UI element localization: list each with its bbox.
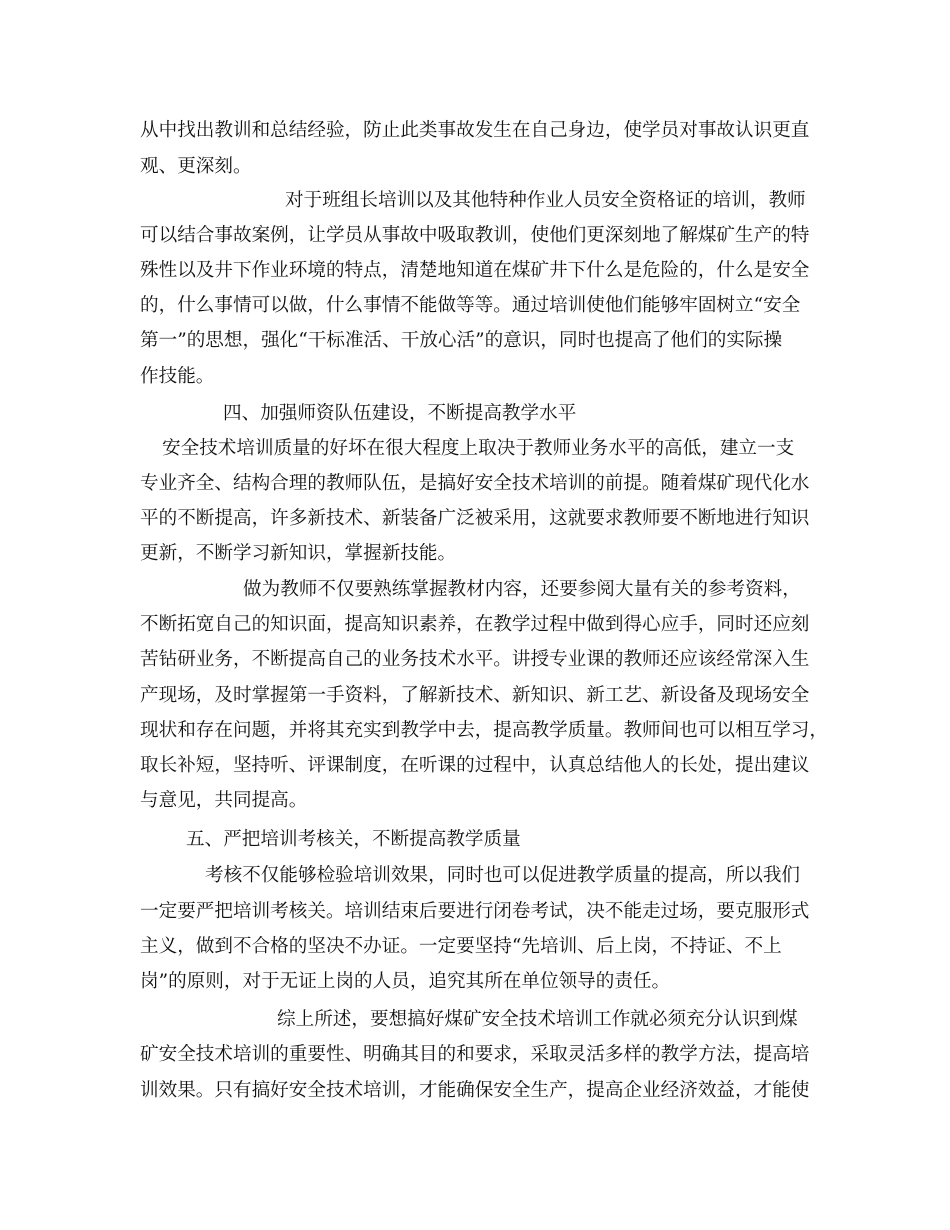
- text-line: 苦钻研业务，不断提高自己的业务技术水平。讲授专业课的教师还应该经常深入生: [140, 649, 810, 670]
- text-line: 考核不仅能够检验培训效果，同时也可以促进教学质量的提高，所以我们: [205, 865, 801, 886]
- text-line: 主义，做到不合格的坚决不办证。一定要坚持“先培训、后上岗，不持证、不上: [140, 936, 782, 957]
- text-line: 平的不断提高，许多新技术、新装备广泛被采用，这就要求教师要不断地进行知识: [140, 508, 810, 529]
- text-line: 一定要严把培训考核关。培训结束后要进行闭卷考试，决不能走过场，要克服形式: [140, 901, 810, 922]
- text-line: 矿安全技术培训的重要性、明确其目的和要求，采取灵活多样的教学方法，提高培: [140, 1044, 810, 1065]
- text-line: 专业齐全、结构合理的教师队伍，是搞好安全技术培训的前提。随着煤矿现代化水: [140, 473, 810, 494]
- text-line: 安全技术培训质量的好坏在很大程度上取决于教师业务水平的高低，建立一支: [162, 438, 795, 459]
- section-heading: 四、加强师资队伍建设，不断提高教学水平: [223, 403, 577, 424]
- text-line: 产现场，及时掌握第一手资料，了解新技术、新知识、新工艺、新设备及现场安全: [140, 685, 810, 706]
- text-line: 观、更深刻。: [140, 156, 252, 177]
- text-line: 对于班组长培训以及其他特种作业人员安全资格证的培训，教师: [285, 190, 806, 211]
- text-line: 不断拓宽自己的知识面，提高知识素养，在教学过程中做到得心应手，同时还应刻: [140, 614, 810, 635]
- text-line: 作技能。: [140, 366, 215, 387]
- text-line: 取长补短，坚持听、评课制度，在听课的过程中，认真总结他人的长处，提出建议: [140, 755, 810, 776]
- text-line: 与意见，共同提高。: [140, 790, 308, 811]
- text-line: 可以结合事故案例，让学员从事故中吸取教训，使他们更深刻地了解煤矿生产的特: [140, 225, 810, 246]
- text-line: 现状和存在问题，并将其充实到教学中去，提高教学质量。教师间也可以相互学习，: [140, 720, 828, 741]
- text-line: 从中找出教训和总结经验，防止此类事故发生在自己身边，使学员对事故认识更直: [140, 120, 810, 141]
- text-line: 殊性以及井下作业环境的特点，清楚地知道在煤矿井下什么是危险的，什么是安全: [140, 260, 810, 281]
- text-line: 训效果。只有搞好安全技术培训，才能确保安全生产，提高企业经济效益，才能使: [140, 1080, 810, 1101]
- text-line: 第一”的思想，强化“干标准活、干放心活”的意识，同时也提高了他们的实际操: [140, 330, 783, 351]
- text-line: 的，什么事情可以做，什么事情不能做等等。通过培训使他们能够牢固树立“安全: [140, 295, 801, 316]
- section-heading: 五、严把培训考核关，不断提高教学质量: [186, 829, 521, 850]
- text-line: 岗”的原则，对于无证上岗的人员，追究其所在单位领导的责任。: [140, 971, 671, 992]
- text-line: 做为教师不仅要熟练掌握教材内容，还要参阅大量有关的参考资料，: [243, 579, 801, 600]
- text-line: 更新，不断学习新知识，掌握新技能。: [140, 543, 457, 564]
- text-line: 综上所述，要想搞好煤矿安全技术培训工作就必须充分认识到煤: [277, 1009, 798, 1030]
